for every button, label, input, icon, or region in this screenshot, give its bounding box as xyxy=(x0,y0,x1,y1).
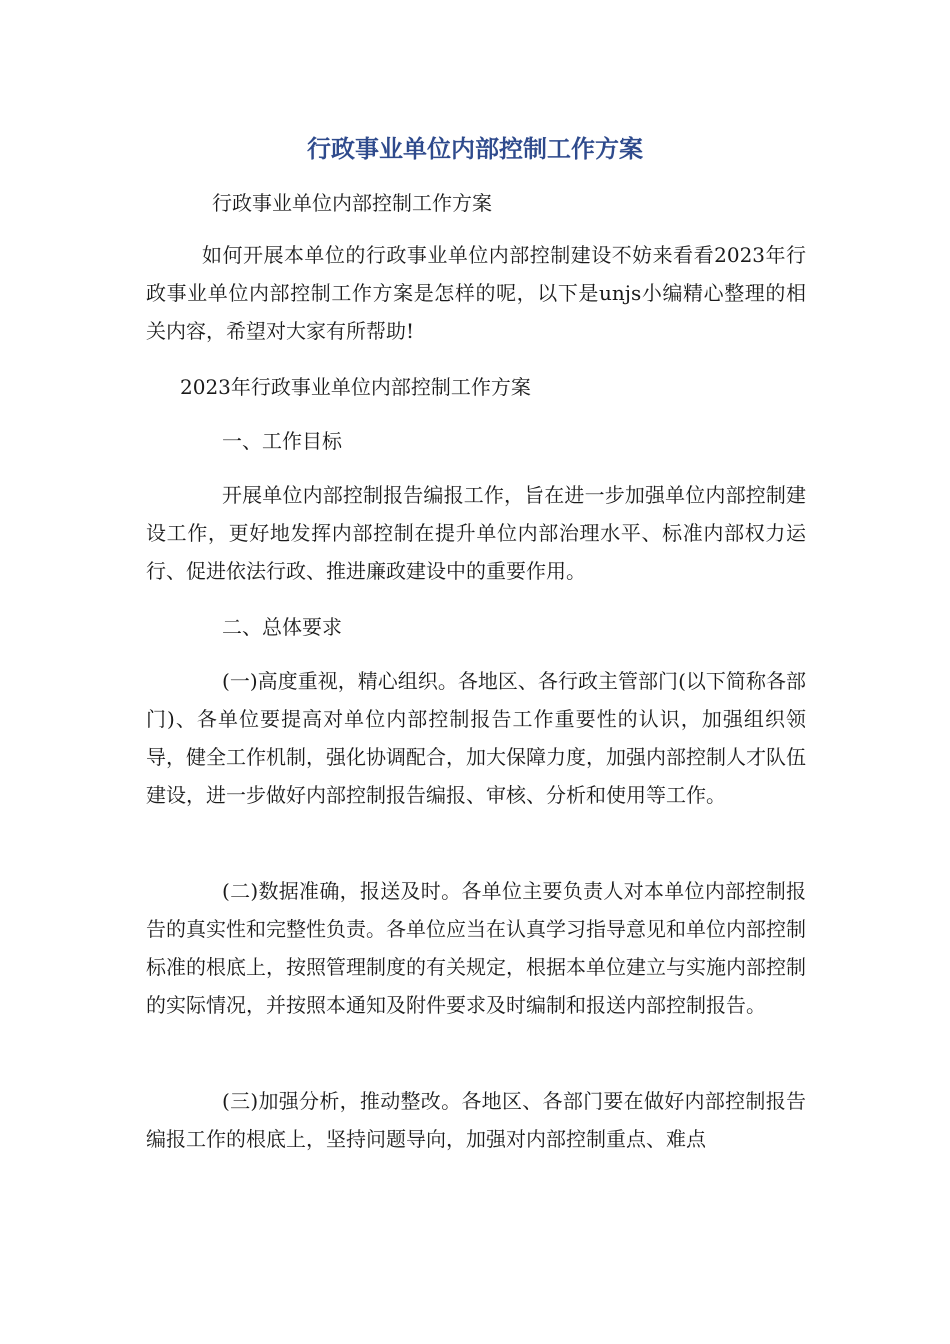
section2-item2: (二)数据准确，报送及时。各单位主要负责人对本单位内部控制报告的真实性和完整性负责。各单位应当在认真学习指导意见和单位内部控制标准的根底上，按照管理制度的有关规定，根据本单位建立与实施内部控制的实际情况，并按照本通知及附件要求及时编制和报送内部控制报告。 xyxy=(146,879,806,1017)
document-subtitle: 行政事业单位内部控制工作方案 xyxy=(212,191,492,215)
section2-item1: (一)高度重视，精心组织。各地区、各行政主管部门(以下简称各部门)、各单位要提高对单位内部控制报告工作重要性的认识，加强组织领导，健全工作机制，强化协调配合，加大保障力度，加强内部控制人才队伍建设，进一步做好内部控制报告编报、审核、分析和使用等工作。 xyxy=(146,669,806,807)
section2-item3: (三)加强分析，推动整改。各地区、各部门要在做好内部控制报告编报工作的根底上，坚持问题导向，加强对内部控制重点、难点 xyxy=(146,1089,806,1151)
year-title: 2023年行政事业单位内部控制工作方案 xyxy=(180,375,531,399)
section1-paragraph: 开展单位内部控制报告编报工作，旨在进一步加强单位内部控制建设工作，更好地发挥内部控制在提升单位内部治理水平、标准内部权力运行、促进依法行政、推进廉政建设中的重要作用。 xyxy=(146,483,806,583)
document-title: 行政事业单位内部控制工作方案 xyxy=(307,135,643,163)
section2-heading: 二、总体要求 xyxy=(222,615,342,639)
section1-heading: 一、工作目标 xyxy=(222,429,342,453)
intro-paragraph: 如何开展本单位的行政事业单位内部控制建设不妨来看看2023年行政事业单位内部控制工作方案是怎样的呢，以下是unjs小编精心整理的相关内容，希望对大家有所帮助! xyxy=(146,243,806,343)
